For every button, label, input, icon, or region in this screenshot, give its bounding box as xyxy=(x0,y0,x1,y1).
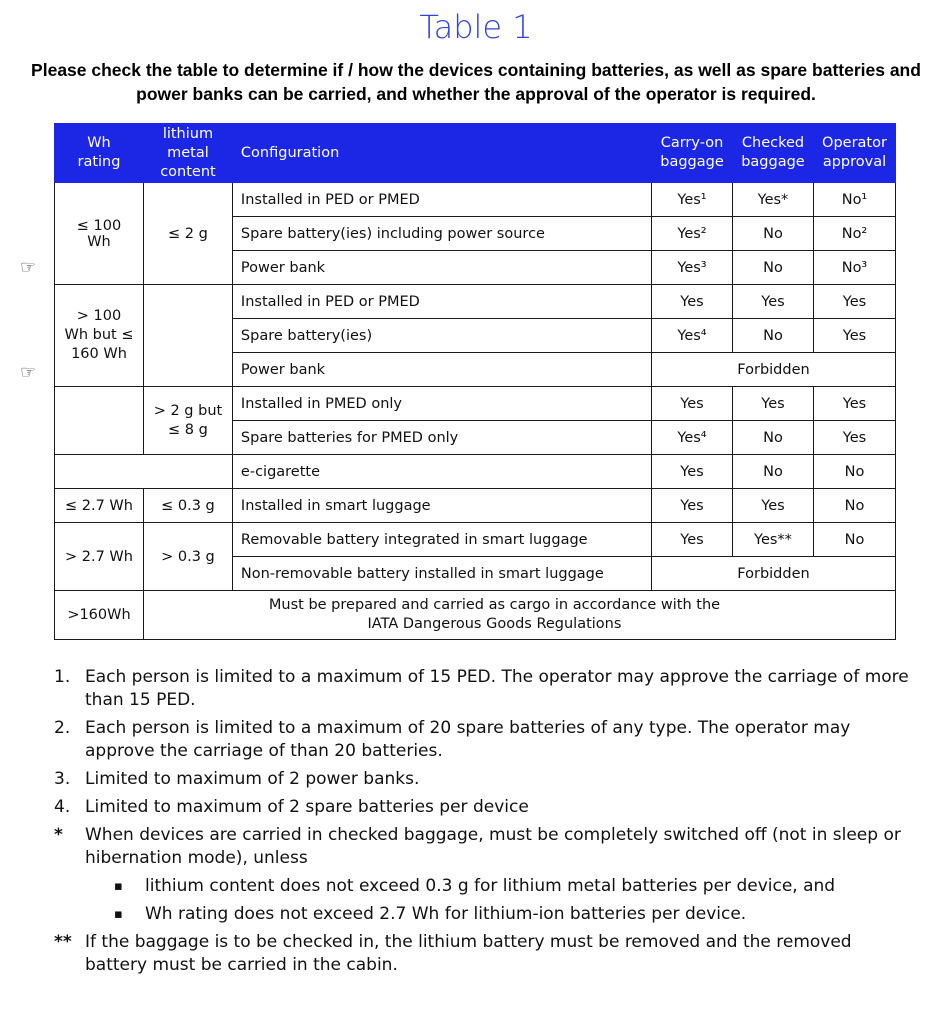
checked-cell: Yes xyxy=(733,285,814,319)
forbidden-cell: Forbidden xyxy=(652,353,896,387)
footnote-marker: * xyxy=(54,825,63,845)
header-lithium-content: lithium metal content xyxy=(143,124,232,183)
forbidden-cell: Forbidden xyxy=(652,557,896,591)
header-configuration: Configuration xyxy=(232,124,651,183)
pointing-hand-icon: ☞ xyxy=(20,362,37,382)
carry-on-cell: Yes xyxy=(652,523,733,557)
lithium-cell: ≤ 0.3 g xyxy=(143,489,232,523)
footnote-item xyxy=(54,824,914,870)
footnote-item xyxy=(54,768,914,791)
footnote-item xyxy=(54,796,914,819)
cargo-note-text: Must be prepared and carried as cargo in accordance with the IATA Dangerous Goods Regulations xyxy=(268,597,721,632)
header-carry-on: Carry-on baggage xyxy=(652,124,733,183)
checked-cell: Yes xyxy=(733,489,814,523)
approval-cell: No² xyxy=(813,217,895,251)
footnote-item xyxy=(54,717,914,763)
intro-text: Please check the table to determine if / how the devices containing batteries, as well as spare batteries and power banks can be carried, and whether the approval of the operator is required. xyxy=(31,60,921,104)
config-cell: Spare battery(ies) including power source xyxy=(232,217,651,251)
carry-on-cell: Yes⁴ xyxy=(652,421,733,455)
bullet-text: lithium content does not exceed 0.3 g for lithium metal batteries per device, and xyxy=(145,876,836,896)
header-checked: Checked baggage xyxy=(733,124,814,183)
carry-on-cell: Yes¹ xyxy=(652,183,733,217)
wh-cell: ≤ 100 Wh xyxy=(55,183,144,285)
lithium-cell-empty xyxy=(143,285,232,387)
battery-table xyxy=(54,123,896,640)
pointing-hand-icon: ☞ xyxy=(20,257,37,277)
table-row xyxy=(55,489,896,523)
table-row xyxy=(55,183,896,217)
approval-cell: No xyxy=(813,489,895,523)
approval-cell: No xyxy=(813,455,895,489)
approval-cell: No¹ xyxy=(813,183,895,217)
footnote-text: Limited to maximum of 2 power banks. xyxy=(85,769,420,789)
config-cell: Installed in smart luggage xyxy=(232,489,651,523)
footnote-marker: 1. xyxy=(54,667,71,687)
approval-cell: Yes xyxy=(813,387,895,421)
lithium-cell: ≤ 2 g xyxy=(143,183,232,285)
approval-cell: Yes xyxy=(813,319,895,353)
table-row xyxy=(55,455,896,489)
lithium-cell: > 0.3 g xyxy=(143,523,232,591)
wh-lithium-cell-empty xyxy=(55,455,233,489)
approval-cell: No³ xyxy=(813,251,895,285)
table-header-row xyxy=(55,124,896,183)
carry-on-cell: Yes² xyxy=(652,217,733,251)
footnote-marker: 2. xyxy=(54,718,71,738)
checked-cell: No xyxy=(733,217,814,251)
footnote-item xyxy=(54,666,914,712)
page-title: Table 1 xyxy=(419,8,533,46)
table-row xyxy=(55,591,896,640)
bullet-item xyxy=(114,875,914,898)
wh-cell: ≤ 2.7 Wh xyxy=(55,489,144,523)
carry-on-cell: Yes³ xyxy=(652,251,733,285)
config-cell: Spare batteries for PMED only xyxy=(232,421,651,455)
footnotes xyxy=(54,666,914,982)
footnote-text: Each person is limited to a maximum of 15 PED. The operator may approve the carriage of more than 15 PED. xyxy=(85,667,909,710)
footnote-text: Each person is limited to a maximum of 20 spare batteries of any type. The operator may approve the carriage of than 20 batteries. xyxy=(85,718,851,761)
carry-on-cell: Yes xyxy=(652,455,733,489)
config-cell: Spare battery(ies) xyxy=(232,319,651,353)
carry-on-cell: Yes xyxy=(652,285,733,319)
config-cell: Non-removable battery installed in smart luggage xyxy=(232,557,651,591)
approval-cell: No xyxy=(813,523,895,557)
wh-cell: >160Wh xyxy=(55,591,144,640)
cargo-note-cell xyxy=(143,591,895,640)
header-operator-approval: Operator approval xyxy=(813,124,895,183)
config-cell: Power bank xyxy=(232,353,651,387)
checked-cell: Yes* xyxy=(733,183,814,217)
wh-cell: > 100 Wh but ≤ 160 Wh xyxy=(55,285,144,387)
footnote-text: If the baggage is to be checked in, the lithium battery must be removed and the removed battery must be carried in the cabin. xyxy=(85,932,852,975)
table-row xyxy=(55,523,896,557)
footnote-item xyxy=(54,931,914,977)
wh-cell: > 2.7 Wh xyxy=(55,523,144,591)
footnote-text: When devices are carried in checked baggage, must be completely switched off (not in sleep or hibernation mode), unless xyxy=(85,825,901,868)
header-wh-rating: Wh rating xyxy=(55,124,144,183)
carry-on-cell: Yes⁴ xyxy=(652,319,733,353)
checked-cell: No xyxy=(733,455,814,489)
carry-on-cell: Yes xyxy=(652,489,733,523)
bullet-icon: ▪ xyxy=(114,879,123,894)
config-cell: Removable battery integrated in smart luggage xyxy=(232,523,651,557)
table-row xyxy=(55,387,896,421)
lithium-cell: > 2 g but ≤ 8 g xyxy=(143,387,232,455)
approval-cell: Yes xyxy=(813,285,895,319)
checked-cell: Yes xyxy=(733,387,814,421)
bullet-text: Wh rating does not exceed 2.7 Wh for lithium-ion batteries per device. xyxy=(145,904,747,924)
config-cell: Installed in PED or PMED xyxy=(232,285,651,319)
carry-on-cell: Yes xyxy=(652,387,733,421)
checked-cell: No xyxy=(733,319,814,353)
approval-cell: Yes xyxy=(813,421,895,455)
bullet-icon: ▪ xyxy=(114,907,123,922)
table-row xyxy=(55,285,896,319)
checked-cell: No xyxy=(733,251,814,285)
config-cell: Power bank xyxy=(232,251,651,285)
footnote-marker: 3. xyxy=(54,769,71,789)
wh-cell-empty xyxy=(55,387,144,455)
footnote-marker: 4. xyxy=(54,797,71,817)
checked-cell: No xyxy=(733,421,814,455)
footnote-marker: ** xyxy=(54,932,72,952)
checked-cell: Yes** xyxy=(733,523,814,557)
bullet-item xyxy=(114,903,914,926)
config-cell: e-cigarette xyxy=(232,455,651,489)
config-cell: Installed in PED or PMED xyxy=(232,183,651,217)
config-cell: Installed in PMED only xyxy=(232,387,651,421)
footnote-text: Limited to maximum of 2 spare batteries per device xyxy=(85,797,529,817)
